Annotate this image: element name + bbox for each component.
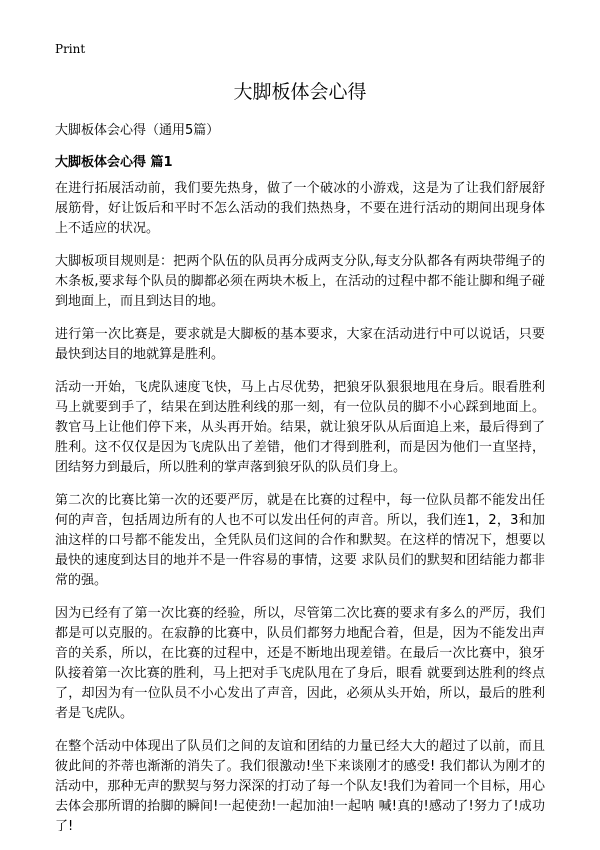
page-title: 大脚板体会心得 <box>233 81 367 103</box>
document-subtitle: 大脚板体会心得（通用5篇） <box>55 123 220 138</box>
paragraph: 进行第一次比赛是，要求就是大脚板的基本要求，大家在活动进行中可以说话，只要最快到达目的地就算是胜利。 <box>55 327 545 362</box>
section-heading: 大脚板体会心得 篇1 <box>55 155 173 170</box>
paragraph: 活动一开始，飞虎队速度飞快，马上占尽优势，把狼牙队狠狠地甩在身后。眼看胜利马上就要到手了，结果在到达胜利线的那一刻，有一位队员的脚不小心踩到地面上。教官马上让他们停下来，从头再开始。结果，就让狼牙队从后面追上来，最后得到了胜利。这不仅仅是因为飞虎队出了差错，他们才得到胜利，而是因为他们一直坚持，团结努力到最后，所以胜利的掌声落到狼牙队的队员们身上。 <box>55 380 545 475</box>
paragraph: 第二次的比赛比第一次的还要严厉，就是在比赛的过程中，每一位队员都不能发出任何的声音，包括周边所有的人也不可以发出任何的声音。所以，我们连1，2，3和加油这样的口号都不能发出，全凭队员们这间的合作和默契。在这样的情况下，想要以最快的速度到达目的地并不是一件容易的事情，这要 求队员们的默契和团结能力都非常的强。 <box>55 493 545 588</box>
article-body <box>55 179 545 850</box>
paragraph: 在整个活动中体现出了队员们之间的友谊和团结的力量已经大大的超过了以前，而且彼此间的芥蒂也渐渐的消失了。我们很激动!坐下来谈刚才的感受! 我们都认为刚才的活动中，那种无声的默契与努力深深的打动了每一个队友!我们为着同一个目标，用心去体会那所谓的抬脚的瞬间!一起使劲!一起加油!一起呐 喊!真的!感动了!努力了!成功了! <box>55 739 545 834</box>
paragraph: 在进行拓展活动前，我们要先热身，做了一个破冰的小游戏，这是为了让我们舒展舒展筋骨，好让饭后和平时不怎么活动的我们热热身，不要在进行活动的期间出现身体上不适应的状况。 <box>55 181 545 236</box>
paragraph: 因为已经有了第一次比赛的经验，所以，尽管第二次比赛的要求有多么的严厉，我们都是可以克服的。在寂静的比赛中，队员们都努力地配合着，但是，因为不能发出声音的关系，所以，在比赛的过程中，还是不断地出现差错。在最后一次比赛中，狼牙队接着第一次比赛的胜利，马上把对手飞虎队甩在了身后，眼看 就要到达胜利的终点了，却因为有一位队员不小心发出了声音，因此，必须从头开始，所以，最后的胜利者是飞虎队。 <box>55 606 545 721</box>
print-label: Print <box>55 42 86 56</box>
paragraph: 大脚板项目规则是：把两个队伍的队员再分成两支分队,每支分队都各有两块带绳子的木条板,要求每个队员的脚都必须在两块木板上，在活动的过程中都不能让脚和绳子碰到地面上，而且到达目的地。 <box>55 254 545 309</box>
